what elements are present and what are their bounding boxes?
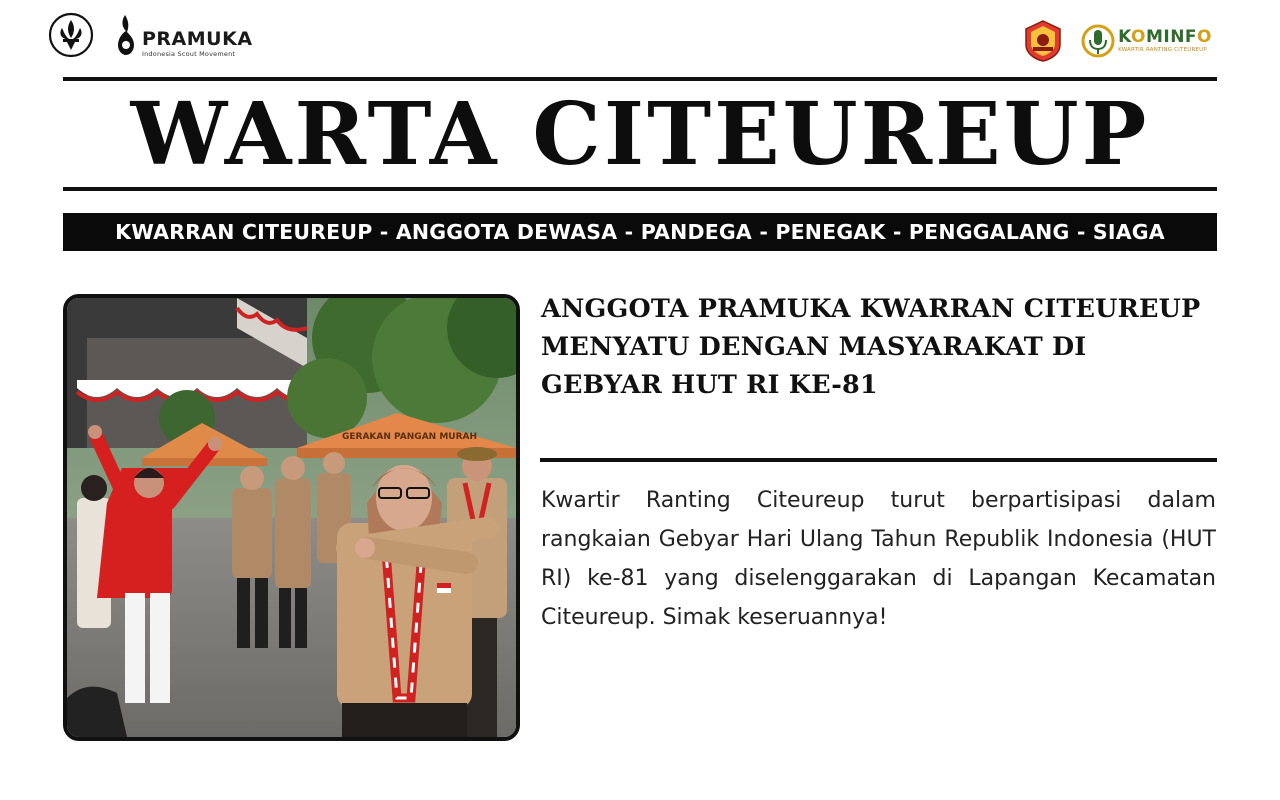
kwarran-badge-icon <box>1023 20 1063 62</box>
photo-scene <box>67 298 516 737</box>
microphone-icon <box>1081 24 1115 58</box>
headline-line-2: MENYATU DENGAN MASYARAKAT DI <box>541 332 1087 362</box>
scout-emblem-icon <box>48 12 94 58</box>
article-divider <box>540 458 1217 462</box>
kominfo-logo <box>1081 24 1212 58</box>
masthead-title: WARTA CITEUREUP <box>130 83 1150 185</box>
article-body: Kwartir Ranting Citeureup turut berpartisipasi dalam rangkaian Gebyar Hari Ulang Tahun Republik Indonesia (HUT RI) ke-81 yang diselenggarakan di Lapangan Kecamatan Citeureup. Simak keseruannya! <box>541 488 1216 630</box>
header-logos-left <box>48 12 253 58</box>
tent-banner-text: GERAKAN PANGAN MURAH <box>342 432 478 442</box>
pramuka-wordmark: PRAMUKA <box>142 27 253 50</box>
pramuka-logo <box>112 13 253 57</box>
masthead-bottom-rule <box>63 187 1217 191</box>
article-headline <box>541 290 1221 404</box>
headline-line-3: GEBYAR HUT RI KE-81 <box>541 370 878 400</box>
header-logos-right <box>1023 20 1212 62</box>
pramuka-subtitle: Indonesia Scout Movement <box>142 49 236 58</box>
section-tagline-bar: KWARRAN CITEUREUP - ANGGOTA DEWASA - PANDEGA - PENEGAK - PENGGALANG - SIAGA <box>63 213 1217 251</box>
kominfo-wordmark: KOMINFO <box>1118 26 1212 47</box>
article-photo <box>63 294 520 741</box>
tunas-kelapa-icon <box>112 13 138 57</box>
masthead-top-rule <box>63 77 1217 81</box>
headline-line-1: ANGGOTA PRAMUKA KWARRAN CITEUREUP <box>541 294 1201 324</box>
kominfo-subtitle: KWARTIR RANTING CITEUREUP <box>1118 46 1207 53</box>
